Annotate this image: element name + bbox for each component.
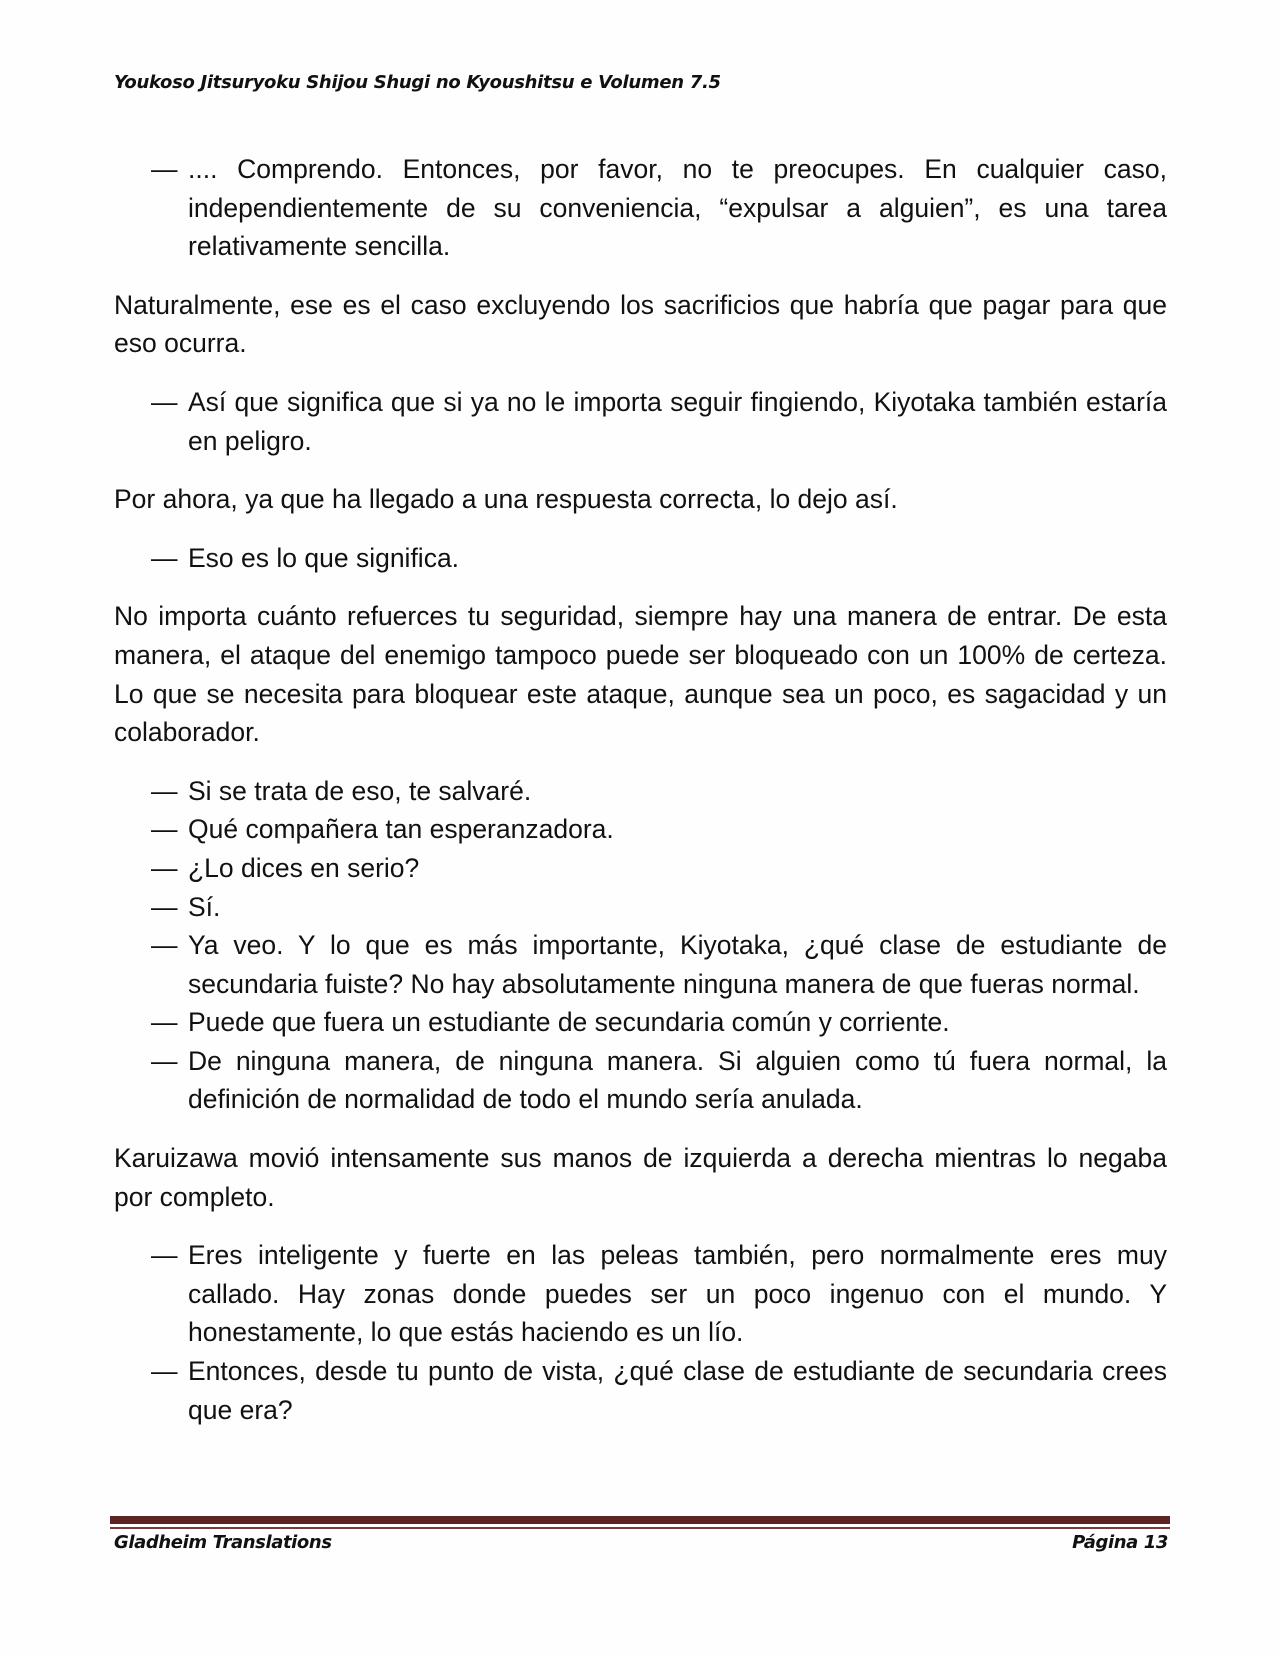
em-dash-marker: — [151, 775, 178, 806]
dialogue-line [114, 1236, 1167, 1352]
em-dash-marker: — [151, 386, 178, 417]
dialogue-line [114, 810, 1167, 849]
dialogue-line [114, 926, 1167, 1003]
em-dash-marker: — [151, 1045, 178, 1076]
dialogue-line [114, 383, 1167, 460]
dialogue-group [114, 1236, 1167, 1429]
footer-rule-thick [110, 1516, 1170, 1524]
em-dash-marker: — [151, 542, 178, 573]
em-dash-marker: — [151, 852, 178, 883]
em-dash-marker: — [151, 154, 178, 184]
page-body [114, 150, 1167, 1449]
dialogue-line [114, 849, 1167, 888]
dialogue-group [114, 539, 1167, 578]
narration-paragraph: No importa cuánto refuerces tu seguridad, siempre hay una manera de entrar. De esta manera, el ataque del enemigo tampoco puede ser bloqueado con un 100% de certeza. Lo que se necesita para bloquear este ataque, aunque sea un poco, es sagacidad y un colaborador. [114, 601, 1167, 748]
dialogue-group [114, 150, 1167, 266]
em-dash-marker: — [151, 930, 178, 961]
dialogue-text: Entonces, desde tu punto de vista, ¿qué clase de estudiante de secundaria crees que era? [188, 1356, 1167, 1425]
dialogue-text: Eso es lo que significa. [188, 542, 460, 573]
dialogue-line [114, 1352, 1167, 1429]
dialogue-line [114, 772, 1167, 811]
dialogue-line [114, 888, 1167, 927]
running-header: Youkoso Jitsuryoku Shijou Shugi no Kyoushitsu e Volumen 7.5 [114, 72, 721, 93]
dialogue-line [114, 1042, 1167, 1119]
dialogue-group [114, 772, 1167, 1119]
em-dash-marker: — [151, 891, 178, 922]
footer-rule-thin [110, 1527, 1170, 1529]
narration-paragraph: Karuizawa movió intensamente sus manos de izquierda a derecha mientras lo negaba por completo. [114, 1143, 1167, 1212]
dialogue-line [114, 539, 1167, 578]
dialogue-group [114, 383, 1167, 460]
dialogue-text: Puede que fuera un estudiante de secundaria común y corriente. [188, 1007, 950, 1038]
dialogue-text: Sí. [188, 891, 221, 922]
dialogue-line [114, 150, 1167, 266]
dialogue-text: Así que significa que si ya no le importa seguir fingiendo, Kiyotaka también estaría en peligro. [188, 386, 1167, 456]
dialogue-line [114, 1003, 1167, 1042]
em-dash-marker: — [151, 1007, 178, 1038]
narration-paragraph: Por ahora, ya que ha llegado a una respuesta correcta, lo dejo así. [114, 484, 898, 515]
footer-translator-credit: Gladheim Translations [114, 1532, 332, 1553]
footer-page-number: Página 13 [1072, 1532, 1168, 1553]
dialogue-text: Ya veo. Y lo que es más importante, Kiyotaka, ¿qué clase de estudiante de secundaria fuiste? No hay absolutamente ninguna manera de que fueras normal. [188, 930, 1167, 999]
dialogue-text: De ninguna manera, de ninguna manera. Si alguien como tú fuera normal, la definición de normalidad de todo el mundo sería anulada. [188, 1045, 1167, 1115]
dialogue-text: Si se trata de eso, te salvaré. [188, 775, 532, 806]
em-dash-marker: — [151, 1356, 178, 1387]
dialogue-text: ¿Lo dices en serio? [188, 852, 420, 883]
dialogue-text: Eres inteligente y fuerte en las peleas también, pero normalmente eres muy callado. Hay zonas donde puedes ser un poco ingenuo con el mundo. Y honestamente, lo que estás haciendo es un lío. [188, 1240, 1167, 1348]
em-dash-marker: — [151, 814, 178, 845]
narration-paragraph: Naturalmente, ese es el caso excluyendo los sacrificios que habría que pagar para que eso ocurra. [114, 289, 1167, 359]
em-dash-marker: — [151, 1240, 178, 1271]
dialogue-text: .... Comprendo. Entonces, por favor, no te preocupes. En cualquier caso, independientemente de su conveniencia, “expulsar a alguien”, es una tarea relativamente sencilla. [188, 154, 1167, 262]
dialogue-text: Qué compañera tan esperanzadora. [188, 814, 614, 845]
